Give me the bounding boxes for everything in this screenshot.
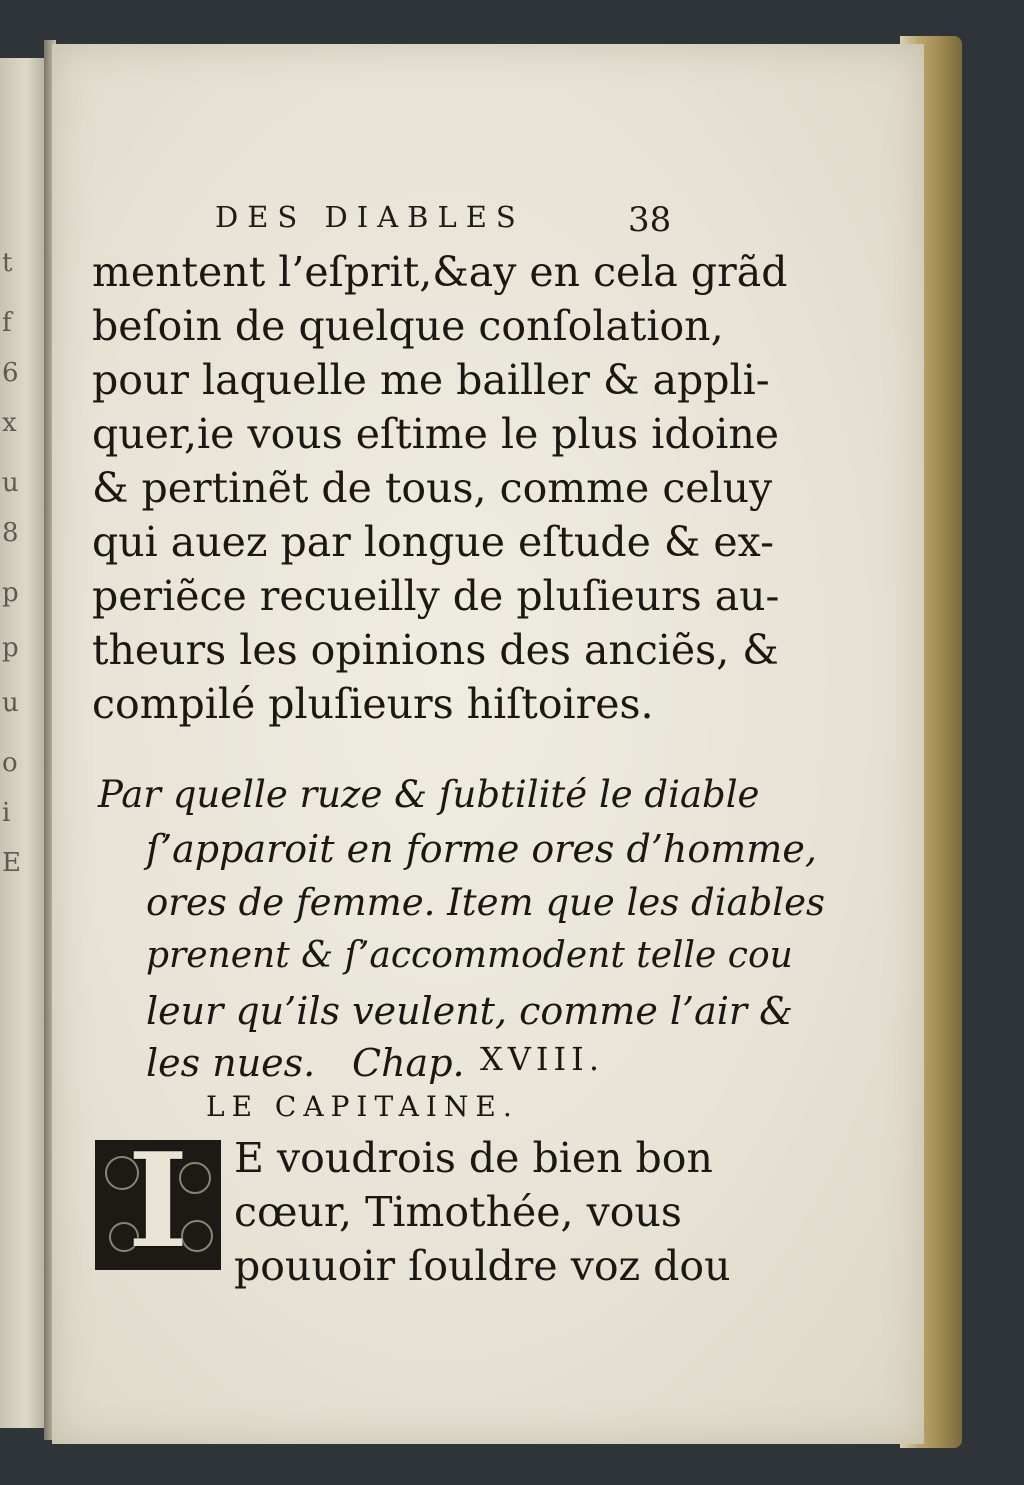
initial-letter: I: [127, 1140, 189, 1270]
text-line: & pertinẽt de tous, comme celuy: [92, 464, 773, 512]
chapter-number: XVIII.: [480, 1040, 604, 1078]
facing-page-fragment: 6: [2, 358, 19, 388]
facing-page-fragment: u: [2, 688, 19, 718]
facing-page-fragment: i: [2, 798, 11, 828]
speaker-name: LE CAPITAINE.: [206, 1090, 519, 1123]
heading-line: leur qu’ils veulent, comme l’air &: [146, 989, 794, 1033]
text-line: qui auez par longue eſtude & ex-: [92, 518, 774, 566]
heading-line: les nues.: [146, 1041, 316, 1085]
page-number: 38: [628, 200, 672, 240]
facing-page-fragment: x: [2, 408, 17, 438]
facing-page-fragment: u: [2, 468, 19, 498]
text-line: pour laquelle me bailler & appli-: [92, 356, 770, 404]
text-line: cœur, Timothée, vous: [234, 1188, 682, 1236]
text-line: E voudrois de bien bon: [234, 1134, 713, 1182]
text-line: compilé pluſieurs hiſtoires.: [92, 680, 654, 728]
facing-page-fragment: o: [2, 748, 18, 778]
text-line: theurs les opinions des anciẽs, &: [92, 626, 779, 674]
heading-line: prenent & ſ’accommodent telle cou: [146, 935, 793, 976]
facing-page-edge: [0, 58, 46, 1428]
heading-line: ores de femme. Item que les diables: [146, 881, 825, 924]
text-line: pouuoir ſouldre voz dou: [234, 1242, 731, 1290]
facing-page-fragment: t: [2, 248, 13, 278]
facing-page-fragment: p: [2, 578, 19, 608]
chapter-label: Chap.: [352, 1041, 465, 1085]
heading-line: Par quelle ruze & ſubtilité le diable: [98, 773, 760, 816]
facing-page-fragment: f: [2, 308, 12, 338]
facing-page-fragment: 8: [2, 518, 19, 548]
text-line: quer,ie vous eſtime le plus idoine: [92, 410, 780, 458]
facing-page-fragment: E: [2, 848, 21, 878]
text-line: periẽce recueilly de pluſieurs au-: [92, 572, 780, 620]
decorated-initial: [95, 1140, 221, 1270]
text-line: mentent l’eſprit,&ay en cela grãd: [92, 248, 788, 296]
facing-page-fragment: p: [2, 633, 19, 663]
text-line: beſoin de quelque conſolation,: [92, 302, 724, 350]
heading-line: ſ’apparoit en forme ores d’homme,: [146, 827, 817, 871]
running-header: DES DIABLES: [215, 200, 525, 234]
